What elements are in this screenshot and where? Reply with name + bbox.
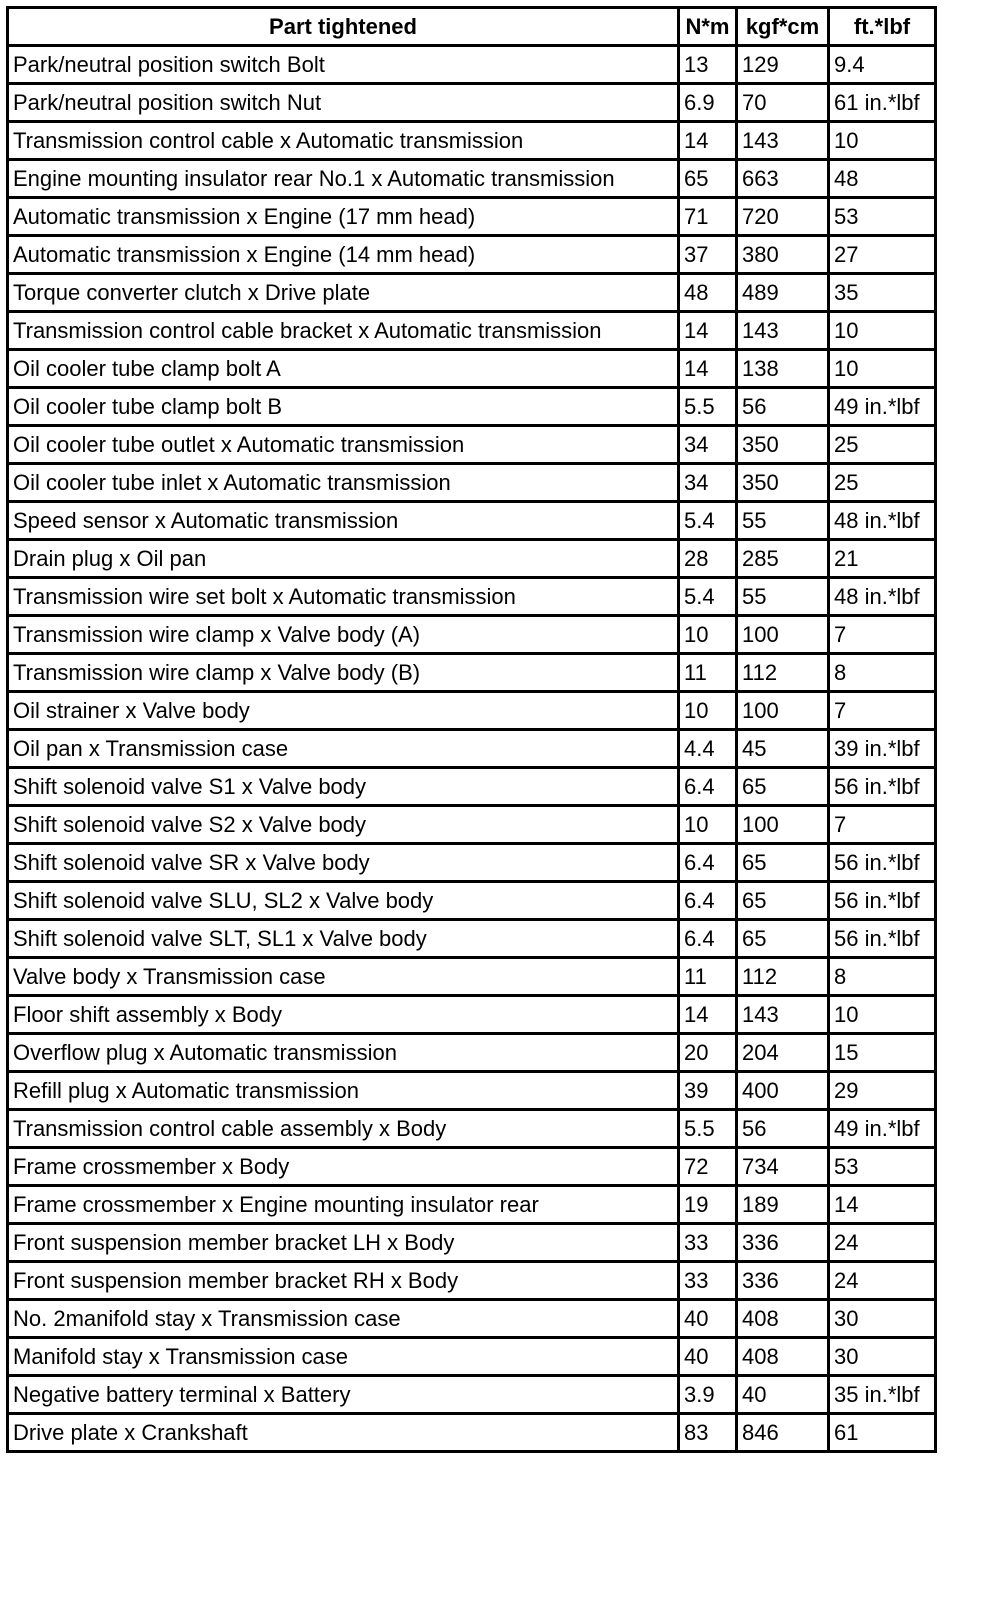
- cell-ftlbf: 24: [829, 1262, 936, 1300]
- cell-part-tightened: Front suspension member bracket RH x Body: [8, 1262, 679, 1300]
- header-row: [8, 8, 936, 46]
- cell-kgfcm: 112: [737, 958, 829, 996]
- table-row: [8, 388, 936, 426]
- cell-part-tightened: Front suspension member bracket LH x Body: [8, 1224, 679, 1262]
- cell-ftlbf: 48 in.*lbf: [829, 502, 936, 540]
- cell-part-tightened: Transmission control cable bracket x Automatic transmission: [8, 312, 679, 350]
- cell-ftlbf: 7: [829, 806, 936, 844]
- cell-nm: 13: [679, 46, 737, 84]
- cell-ftlbf: 8: [829, 654, 936, 692]
- cell-ftlbf: 39 in.*lbf: [829, 730, 936, 768]
- cell-part-tightened: Frame crossmember x Body: [8, 1148, 679, 1186]
- cell-ftlbf: 56 in.*lbf: [829, 844, 936, 882]
- table-row: [8, 920, 936, 958]
- cell-part-tightened: Frame crossmember x Engine mounting insulator rear: [8, 1186, 679, 1224]
- cell-kgfcm: 100: [737, 616, 829, 654]
- cell-ftlbf: 14: [829, 1186, 936, 1224]
- cell-ftlbf: 7: [829, 692, 936, 730]
- cell-part-tightened: Oil cooler tube outlet x Automatic transmission: [8, 426, 679, 464]
- cell-nm: 6.9: [679, 84, 737, 122]
- cell-kgfcm: 489: [737, 274, 829, 312]
- cell-nm: 14: [679, 122, 737, 160]
- cell-kgfcm: 65: [737, 844, 829, 882]
- table-row: [8, 844, 936, 882]
- cell-nm: 72: [679, 1148, 737, 1186]
- cell-part-tightened: Shift solenoid valve S2 x Valve body: [8, 806, 679, 844]
- table-row: [8, 1376, 936, 1414]
- cell-kgfcm: 55: [737, 502, 829, 540]
- cell-kgfcm: 45: [737, 730, 829, 768]
- cell-nm: 6.4: [679, 882, 737, 920]
- cell-part-tightened: Shift solenoid valve SLT, SL1 x Valve body: [8, 920, 679, 958]
- table-row: [8, 198, 936, 236]
- cell-nm: 5.5: [679, 388, 737, 426]
- cell-ftlbf: 48 in.*lbf: [829, 578, 936, 616]
- cell-part-tightened: Transmission control cable x Automatic transmission: [8, 122, 679, 160]
- cell-kgfcm: 734: [737, 1148, 829, 1186]
- table-row: [8, 84, 936, 122]
- table-row: [8, 540, 936, 578]
- table-row: [8, 46, 936, 84]
- cell-kgfcm: 129: [737, 46, 829, 84]
- cell-ftlbf: 15: [829, 1034, 936, 1072]
- cell-part-tightened: Transmission wire set bolt x Automatic transmission: [8, 578, 679, 616]
- cell-part-tightened: Shift solenoid valve SLU, SL2 x Valve body: [8, 882, 679, 920]
- cell-part-tightened: Automatic transmission x Engine (17 mm head): [8, 198, 679, 236]
- cell-kgfcm: 56: [737, 1110, 829, 1148]
- torque-specification-table: [6, 6, 937, 1453]
- cell-part-tightened: Transmission wire clamp x Valve body (A): [8, 616, 679, 654]
- header-nm: N*m: [679, 8, 737, 46]
- cell-ftlbf: 53: [829, 1148, 936, 1186]
- table-header: [8, 8, 936, 46]
- table-row: [8, 502, 936, 540]
- cell-nm: 40: [679, 1300, 737, 1338]
- cell-kgfcm: 336: [737, 1262, 829, 1300]
- cell-nm: 10: [679, 616, 737, 654]
- cell-part-tightened: Torque converter clutch x Drive plate: [8, 274, 679, 312]
- table-row: [8, 578, 936, 616]
- table-row: [8, 616, 936, 654]
- cell-kgfcm: 408: [737, 1300, 829, 1338]
- cell-nm: 6.4: [679, 844, 737, 882]
- cell-ftlbf: 25: [829, 426, 936, 464]
- cell-ftlbf: 9.4: [829, 46, 936, 84]
- cell-part-tightened: Oil cooler tube inlet x Automatic transmission: [8, 464, 679, 502]
- cell-nm: 10: [679, 806, 737, 844]
- cell-nm: 14: [679, 350, 737, 388]
- cell-kgfcm: 100: [737, 806, 829, 844]
- cell-part-tightened: Engine mounting insulator rear No.1 x Automatic transmission: [8, 160, 679, 198]
- cell-part-tightened: Negative battery terminal x Battery: [8, 1376, 679, 1414]
- table-row: [8, 1300, 936, 1338]
- cell-part-tightened: Oil cooler tube clamp bolt B: [8, 388, 679, 426]
- cell-kgfcm: 204: [737, 1034, 829, 1072]
- cell-ftlbf: 35 in.*lbf: [829, 1376, 936, 1414]
- cell-kgfcm: 285: [737, 540, 829, 578]
- cell-nm: 48: [679, 274, 737, 312]
- table-row: [8, 692, 936, 730]
- table-row: [8, 730, 936, 768]
- table-row: [8, 1110, 936, 1148]
- cell-part-tightened: Transmission control cable assembly x Body: [8, 1110, 679, 1148]
- cell-ftlbf: 61: [829, 1414, 936, 1452]
- cell-kgfcm: 336: [737, 1224, 829, 1262]
- cell-ftlbf: 27: [829, 236, 936, 274]
- cell-kgfcm: 143: [737, 996, 829, 1034]
- cell-nm: 20: [679, 1034, 737, 1072]
- cell-ftlbf: 10: [829, 996, 936, 1034]
- cell-ftlbf: 48: [829, 160, 936, 198]
- cell-nm: 14: [679, 312, 737, 350]
- cell-part-tightened: Manifold stay x Transmission case: [8, 1338, 679, 1376]
- table-row: [8, 1224, 936, 1262]
- table-row: [8, 1148, 936, 1186]
- table-row: [8, 654, 936, 692]
- cell-kgfcm: 380: [737, 236, 829, 274]
- cell-ftlbf: 30: [829, 1338, 936, 1376]
- table-row: [8, 882, 936, 920]
- cell-kgfcm: 65: [737, 768, 829, 806]
- cell-part-tightened: Shift solenoid valve S1 x Valve body: [8, 768, 679, 806]
- cell-part-tightened: Overflow plug x Automatic transmission: [8, 1034, 679, 1072]
- table-row: [8, 236, 936, 274]
- cell-kgfcm: 112: [737, 654, 829, 692]
- cell-part-tightened: Drive plate x Crankshaft: [8, 1414, 679, 1452]
- cell-kgfcm: 350: [737, 426, 829, 464]
- cell-part-tightened: Automatic transmission x Engine (14 mm head): [8, 236, 679, 274]
- cell-ftlbf: 10: [829, 350, 936, 388]
- cell-kgfcm: 663: [737, 160, 829, 198]
- cell-kgfcm: 143: [737, 312, 829, 350]
- cell-part-tightened: Floor shift assembly x Body: [8, 996, 679, 1034]
- cell-nm: 5.4: [679, 502, 737, 540]
- cell-kgfcm: 846: [737, 1414, 829, 1452]
- cell-kgfcm: 143: [737, 122, 829, 160]
- cell-kgfcm: 408: [737, 1338, 829, 1376]
- header-kgfcm: kgf*cm: [737, 8, 829, 46]
- cell-ftlbf: 21: [829, 540, 936, 578]
- cell-nm: 65: [679, 160, 737, 198]
- cell-nm: 11: [679, 958, 737, 996]
- cell-part-tightened: Valve body x Transmission case: [8, 958, 679, 996]
- cell-nm: 5.5: [679, 1110, 737, 1148]
- cell-nm: 11: [679, 654, 737, 692]
- cell-ftlbf: 24: [829, 1224, 936, 1262]
- cell-part-tightened: No. 2manifold stay x Transmission case: [8, 1300, 679, 1338]
- cell-ftlbf: 56 in.*lbf: [829, 882, 936, 920]
- cell-part-tightened: Oil strainer x Valve body: [8, 692, 679, 730]
- cell-nm: 34: [679, 426, 737, 464]
- cell-kgfcm: 55: [737, 578, 829, 616]
- table-row: [8, 1072, 936, 1110]
- table-row: [8, 426, 936, 464]
- cell-kgfcm: 40: [737, 1376, 829, 1414]
- cell-kgfcm: 65: [737, 882, 829, 920]
- table-row: [8, 806, 936, 844]
- cell-nm: 33: [679, 1262, 737, 1300]
- cell-nm: 34: [679, 464, 737, 502]
- cell-kgfcm: 189: [737, 1186, 829, 1224]
- cell-ftlbf: 30: [829, 1300, 936, 1338]
- cell-kgfcm: 100: [737, 692, 829, 730]
- table-row: [8, 464, 936, 502]
- cell-nm: 5.4: [679, 578, 737, 616]
- header-part-tightened: Part tightened: [8, 8, 679, 46]
- cell-kgfcm: 350: [737, 464, 829, 502]
- cell-part-tightened: Transmission wire clamp x Valve body (B): [8, 654, 679, 692]
- cell-ftlbf: 25: [829, 464, 936, 502]
- cell-nm: 40: [679, 1338, 737, 1376]
- cell-ftlbf: 29: [829, 1072, 936, 1110]
- table-row: [8, 312, 936, 350]
- table-row: [8, 122, 936, 160]
- cell-nm: 37: [679, 236, 737, 274]
- header-ftlbf: ft.*lbf: [829, 8, 936, 46]
- table-row: [8, 350, 936, 388]
- cell-nm: 39: [679, 1072, 737, 1110]
- cell-nm: 28: [679, 540, 737, 578]
- cell-nm: 6.4: [679, 768, 737, 806]
- table-body: [8, 46, 936, 1452]
- cell-ftlbf: 10: [829, 312, 936, 350]
- cell-ftlbf: 35: [829, 274, 936, 312]
- cell-kgfcm: 56: [737, 388, 829, 426]
- cell-nm: 19: [679, 1186, 737, 1224]
- cell-ftlbf: 49 in.*lbf: [829, 388, 936, 426]
- cell-kgfcm: 65: [737, 920, 829, 958]
- cell-nm: 71: [679, 198, 737, 236]
- cell-part-tightened: Refill plug x Automatic transmission: [8, 1072, 679, 1110]
- table-row: [8, 958, 936, 996]
- cell-part-tightened: Oil cooler tube clamp bolt A: [8, 350, 679, 388]
- cell-part-tightened: Park/neutral position switch Nut: [8, 84, 679, 122]
- cell-nm: 4.4: [679, 730, 737, 768]
- cell-nm: 33: [679, 1224, 737, 1262]
- cell-part-tightened: Oil pan x Transmission case: [8, 730, 679, 768]
- cell-ftlbf: 10: [829, 122, 936, 160]
- cell-ftlbf: 49 in.*lbf: [829, 1110, 936, 1148]
- table-row: [8, 274, 936, 312]
- cell-kgfcm: 138: [737, 350, 829, 388]
- cell-kgfcm: 400: [737, 1072, 829, 1110]
- table-row: [8, 1186, 936, 1224]
- cell-ftlbf: 8: [829, 958, 936, 996]
- table-row: [8, 160, 936, 198]
- cell-ftlbf: 7: [829, 616, 936, 654]
- cell-kgfcm: 70: [737, 84, 829, 122]
- cell-nm: 83: [679, 1414, 737, 1452]
- cell-part-tightened: Speed sensor x Automatic transmission: [8, 502, 679, 540]
- cell-ftlbf: 53: [829, 198, 936, 236]
- cell-nm: 14: [679, 996, 737, 1034]
- table-row: [8, 1262, 936, 1300]
- cell-kgfcm: 720: [737, 198, 829, 236]
- table-row: [8, 996, 936, 1034]
- cell-part-tightened: Park/neutral position switch Bolt: [8, 46, 679, 84]
- cell-nm: 6.4: [679, 920, 737, 958]
- cell-ftlbf: 56 in.*lbf: [829, 768, 936, 806]
- cell-nm: 3.9: [679, 1376, 737, 1414]
- table-row: [8, 1338, 936, 1376]
- cell-ftlbf: 61 in.*lbf: [829, 84, 936, 122]
- cell-ftlbf: 56 in.*lbf: [829, 920, 936, 958]
- cell-part-tightened: Drain plug x Oil pan: [8, 540, 679, 578]
- cell-nm: 10: [679, 692, 737, 730]
- table-row: [8, 768, 936, 806]
- table-row: [8, 1034, 936, 1072]
- cell-part-tightened: Shift solenoid valve SR x Valve body: [8, 844, 679, 882]
- table-row: [8, 1414, 936, 1452]
